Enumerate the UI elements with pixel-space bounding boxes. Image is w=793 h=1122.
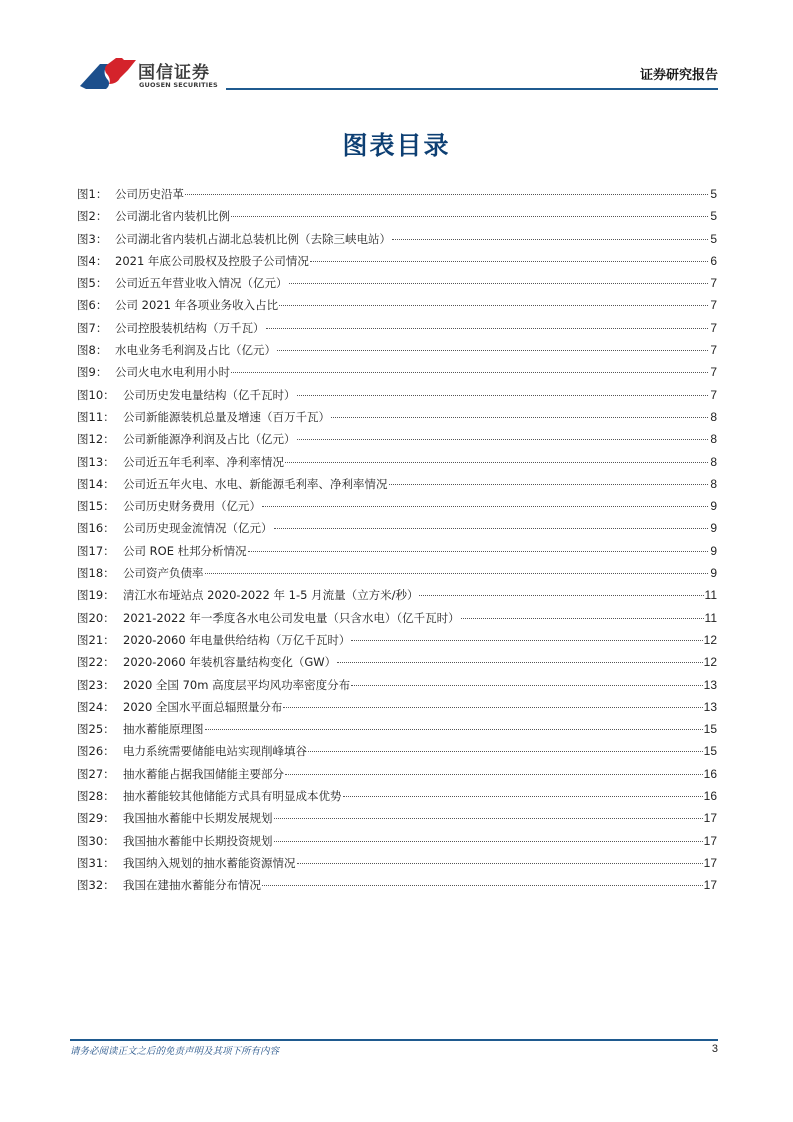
toc-entry-label: 图3： (77, 231, 108, 246)
toc-entry[interactable] (77, 498, 717, 520)
toc-entry-title[interactable]: 公司新能源净利润及占比（亿元） (123, 432, 296, 447)
header-divider (226, 88, 718, 90)
toc-dot-leader (248, 551, 708, 552)
toc-entry-page[interactable]: 15 (703, 744, 717, 759)
toc-entry-label: 图15： (77, 499, 115, 514)
toc-entry-page[interactable]: 13 (703, 677, 717, 692)
toc-entry-label: 图2： (77, 209, 108, 224)
toc-entry-title[interactable]: 公司新能源装机总量及增速（百万千瓦） (123, 409, 330, 424)
toc-entry-page[interactable]: 11 (704, 588, 717, 603)
toc-entry-title[interactable]: 公司历史现金流情况（亿元） (123, 521, 273, 536)
toc-entry-title[interactable]: 我国在建抽水蓄能分布情况 (123, 878, 261, 893)
page-number: 3 (711, 1043, 718, 1055)
toc-dot-leader (351, 685, 703, 686)
toc-dot-leader (274, 528, 709, 529)
toc-entry-label: 图24： (77, 699, 115, 714)
toc-dot-leader (337, 662, 703, 663)
guosen-logo-icon (78, 56, 138, 90)
footer-divider (70, 1039, 718, 1041)
toc-entry-title[interactable]: 公司历史发电量结构（亿千瓦时） (123, 387, 296, 402)
toc-entry-page[interactable]: 12 (703, 655, 717, 670)
toc-entry-title[interactable]: 公司湖北省内装机占湖北总装机比例（去除三峡电站） (115, 231, 391, 246)
toc-entry[interactable] (77, 253, 717, 275)
toc-entry-title[interactable]: 抽水蓄能较其他储能方式具有明显成本优势 (123, 789, 342, 804)
toc-entry-title[interactable]: 2021-2022 年一季度各水电公司发电量（只含水电）（亿千瓦时） (123, 610, 460, 625)
toc-entry-title[interactable]: 公司历史财务费用（亿元） (123, 499, 261, 514)
toc-entry-page[interactable]: 5 (710, 231, 717, 246)
toc-entry-page[interactable]: 8 (710, 476, 717, 491)
toc-dot-leader (419, 595, 703, 596)
toc-entry-label: 图17： (77, 543, 115, 558)
toc-dot-leader (310, 261, 708, 262)
toc-entry-title[interactable]: 我国抽水蓄能中长期投资规划 (123, 833, 273, 848)
toc-entry[interactable] (77, 833, 717, 855)
toc-entry-label: 图4： (77, 253, 108, 268)
toc-entry-page[interactable]: 8 (710, 432, 717, 447)
toc-entry-page[interactable]: 12 (703, 632, 717, 647)
toc-entry-page[interactable]: 7 (710, 320, 717, 335)
toc-dot-leader (331, 417, 708, 418)
toc-entry-label: 图1： (77, 187, 108, 201)
toc-entry-label: 图25： (77, 722, 115, 737)
toc-entry-label: 图9： (77, 365, 108, 380)
toc-entry-page[interactable]: 9 (710, 499, 717, 514)
page-header (0, 0, 793, 90)
toc-entry-page[interactable]: 16 (703, 766, 717, 781)
toc-entry-label: 图18： (77, 566, 115, 581)
toc-entry[interactable] (77, 231, 717, 253)
brand-name-cn: 国信证券 (138, 63, 210, 83)
toc-entry[interactable] (77, 743, 717, 765)
toc-entry[interactable] (77, 297, 717, 319)
toc-entry-page[interactable]: 7 (710, 387, 717, 402)
toc-dot-leader (351, 640, 702, 641)
figure-table-of-contents (77, 186, 717, 900)
toc-entry[interactable] (77, 431, 717, 453)
toc-entry-title[interactable]: 抽水蓄能原理图 (123, 722, 204, 737)
toc-entry-label: 图22： (77, 655, 115, 670)
toc-entry-label: 图14： (77, 476, 115, 491)
toc-entry-label: 图27： (77, 766, 115, 781)
toc-entry-page[interactable]: 7 (710, 298, 717, 313)
toc-dot-leader (283, 707, 702, 708)
toc-entry-page[interactable]: 5 (710, 209, 717, 224)
toc-entry-title[interactable]: 公司资产负债率 (123, 566, 204, 581)
toc-entry-label: 图21： (77, 632, 115, 647)
toc-entry-label: 图26： (77, 744, 115, 759)
toc-entry-page[interactable]: 6 (710, 253, 717, 268)
toc-dot-leader (274, 818, 703, 819)
toc-entry[interactable] (77, 721, 717, 743)
toc-dot-leader (285, 774, 703, 775)
toc-entry-page[interactable]: 5 (710, 187, 717, 201)
toc-entry-label: 图7： (77, 320, 108, 335)
toc-entry-title[interactable]: 公司 ROE 杜邦分析情况 (123, 543, 247, 558)
toc-entry[interactable] (77, 587, 717, 609)
toc-entry-page[interactable]: 17 (703, 855, 717, 870)
toc-entry-title[interactable]: 水电业务毛利润及占比（亿元） (115, 343, 276, 358)
toc-entry-page[interactable]: 17 (703, 878, 717, 893)
toc-entry-label: 图12： (77, 432, 115, 447)
toc-entry-page[interactable]: 7 (710, 343, 717, 358)
toc-entry-title[interactable]: 2020 全国 70m 高度层平均风功率密度分布 (123, 677, 351, 692)
toc-dot-leader (297, 395, 709, 396)
toc-entry-page[interactable]: 17 (703, 811, 717, 826)
toc-entry[interactable] (77, 275, 717, 297)
toc-entry-title[interactable]: 公司近五年火电、水电、新能源毛利率、净利率情况 (123, 476, 388, 491)
toc-entry[interactable] (77, 565, 717, 587)
toc-entry-label: 图5： (77, 276, 108, 291)
toc-dot-leader (297, 863, 703, 864)
toc-entry-label: 图6： (77, 298, 108, 313)
toc-dot-leader (389, 484, 709, 485)
toc-dot-leader (343, 796, 703, 797)
toc-entry[interactable] (77, 320, 717, 342)
toc-entry[interactable] (77, 208, 717, 230)
toc-entry-label: 图8： (77, 343, 108, 358)
toc-dot-leader (308, 751, 703, 752)
toc-entry-page[interactable]: 8 (710, 454, 717, 469)
toc-entry[interactable] (77, 409, 717, 431)
toc-entry[interactable] (77, 186, 717, 208)
toc-dot-leader (279, 305, 708, 306)
toc-dot-leader (231, 372, 708, 373)
toc-entry[interactable] (77, 610, 717, 632)
toc-entry-page[interactable]: 7 (710, 276, 717, 291)
toc-entry[interactable] (77, 543, 717, 565)
toc-entry-label: 图11： (77, 409, 115, 424)
toc-entry-page[interactable]: 9 (710, 521, 717, 536)
toc-entry[interactable] (77, 342, 717, 364)
toc-entry-title[interactable]: 公司火电水电利用小时 (115, 365, 230, 380)
brand-name-en: GUOSEN SECURITIES (139, 81, 218, 89)
toc-entry-page[interactable]: 9 (710, 543, 717, 558)
toc-dot-leader (274, 841, 703, 842)
toc-entry[interactable] (77, 877, 717, 899)
toc-entry-title[interactable]: 我国抽水蓄能中长期发展规划 (123, 811, 273, 826)
report-type-label: 证券研究报告 (639, 68, 718, 83)
toc-dot-leader (205, 573, 709, 574)
toc-entry-title[interactable]: 2021 年底公司股权及控股子公司情况 (115, 253, 309, 268)
toc-entry-label: 图10： (77, 387, 115, 402)
toc-dot-leader (185, 194, 708, 195)
toc-entry[interactable] (77, 855, 717, 877)
toc-entry-title[interactable]: 公司近五年营业收入情况（亿元） (115, 276, 288, 291)
toc-entry[interactable] (77, 454, 717, 476)
toc-dot-leader (461, 618, 704, 619)
toc-entry-label: 图29： (77, 811, 115, 826)
toc-entry-title[interactable]: 公司 2021 年各项业务收入占比 (115, 298, 279, 313)
toc-entry[interactable] (77, 520, 717, 542)
toc-entry-page[interactable]: 17 (703, 833, 717, 848)
toc-entry-label: 图30： (77, 833, 115, 848)
toc-entry[interactable] (77, 476, 717, 498)
toc-entry-label: 图16： (77, 521, 115, 536)
toc-entry-label: 图31： (77, 855, 115, 870)
page-title: 图表目录 (342, 131, 451, 160)
toc-entry[interactable] (77, 766, 717, 788)
toc-entry-page[interactable]: 9 (710, 566, 717, 581)
toc-entry[interactable] (77, 654, 717, 676)
toc-entry-label: 图32： (77, 878, 115, 893)
toc-entry-title[interactable]: 2020-2060 年电量供给结构（万亿千瓦时） (123, 632, 351, 647)
toc-dot-leader (266, 328, 709, 329)
toc-dot-leader (262, 885, 703, 886)
toc-entry[interactable] (77, 364, 717, 386)
toc-entry-page[interactable]: 7 (710, 365, 717, 380)
toc-entry[interactable] (77, 387, 717, 409)
toc-dot-leader (277, 350, 708, 351)
toc-entry-title[interactable]: 2020-2060 年装机容量结构变化（GW） (123, 655, 337, 670)
toc-entry-title[interactable]: 电力系统需要储能电站实现削峰填谷 (123, 744, 307, 759)
toc-entry-label: 图20： (77, 610, 115, 625)
footer-disclaimer: 请务必阅读正文之后的免责声明及其项下所有内容 (70, 1046, 280, 1057)
toc-entry-title[interactable]: 公司历史沿革 (115, 187, 184, 201)
toc-dot-leader (289, 283, 709, 284)
toc-entry-page[interactable]: 11 (704, 610, 717, 625)
toc-entry[interactable] (77, 677, 717, 699)
toc-entry-page[interactable]: 16 (703, 789, 717, 804)
toc-entry-label: 图19： (77, 588, 115, 603)
toc-entry-label: 图28： (77, 789, 115, 804)
toc-dot-leader (285, 462, 708, 463)
toc-entry[interactable] (77, 810, 717, 832)
toc-entry-page[interactable]: 8 (710, 409, 717, 424)
toc-dot-leader (205, 729, 703, 730)
toc-entry-page[interactable]: 15 (703, 722, 717, 737)
toc-entry-title[interactable]: 清江水布垭站点 2020-2022 年 1-5 月流量（立方米/秒） (123, 588, 419, 603)
toc-entry-label: 图13： (77, 454, 115, 469)
toc-entry-title[interactable]: 2020 全国水平面总辐照量分布 (123, 699, 283, 714)
toc-entry-title[interactable]: 抽水蓄能占据我国储能主要部分 (123, 766, 284, 781)
toc-entry[interactable] (77, 632, 717, 654)
toc-entry-title[interactable]: 公司近五年毛利率、净利率情况 (123, 454, 284, 469)
toc-entry-label: 图23： (77, 677, 115, 692)
toc-dot-leader (231, 216, 708, 217)
toc-entry-title[interactable]: 公司湖北省内装机比例 (115, 209, 230, 224)
toc-entry-page[interactable]: 13 (703, 699, 717, 714)
toc-entry-title[interactable]: 我国纳入规划的抽水蓄能资源情况 (123, 855, 296, 870)
toc-entry[interactable] (77, 699, 717, 721)
toc-entry[interactable] (77, 788, 717, 810)
toc-dot-leader (297, 439, 709, 440)
toc-dot-leader (262, 506, 708, 507)
toc-entry-title[interactable]: 公司控股装机结构（万千瓦） (115, 320, 265, 335)
toc-dot-leader (392, 239, 708, 240)
